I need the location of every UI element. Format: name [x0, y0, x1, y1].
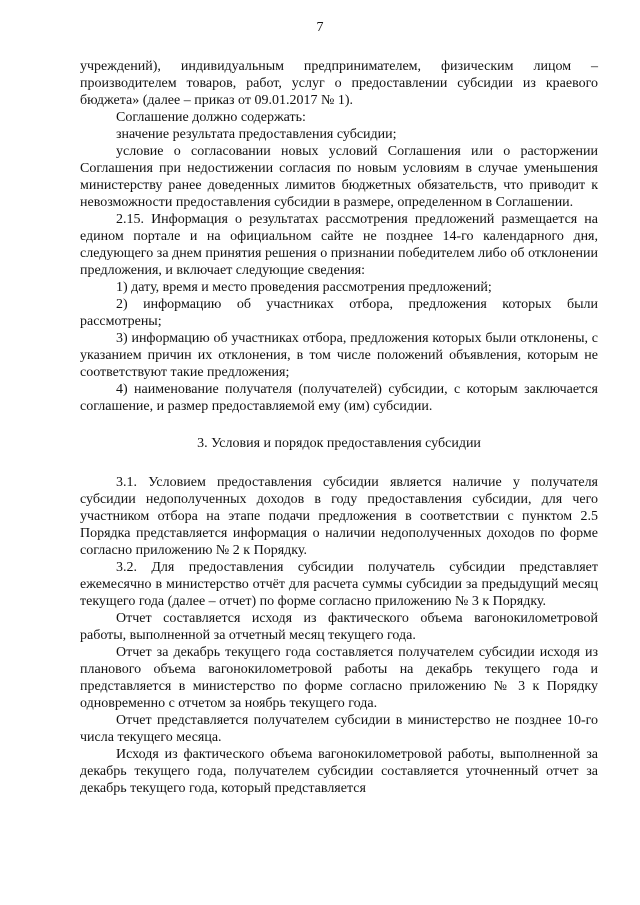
list-item: 3) информацию об участниках отбора, предложения которых были отклонены, с указанием причин их отклонения, в том числе положений объявления, которым не соответствуют такие предложения; [80, 331, 598, 380]
paragraph: Отчет составляется исходя из фактического объема вагонокилометровой работы, выполненной за отчетный месяц текущего года. [80, 611, 598, 643]
document-body [80, 58, 598, 797]
paragraph: Соглашение должно содержать: [116, 110, 306, 125]
paragraph: Исходя из фактического объема вагонокилометровой работы, выполненной за декабрь текущего года, получателем субсидии составляется уточненный отчет за декабрь текущего года, который представляется [80, 747, 598, 796]
list-item: 2) информацию об участниках отбора, предложения которых были рассмотрены; [80, 297, 598, 329]
list-item: 1) дату, время и место проведения рассмотрения предложений; [116, 280, 492, 295]
page-number: 7 [316, 20, 324, 35]
section-heading: 3. Условия и порядок предоставления субсидии [197, 436, 481, 451]
paragraph: Отчет за декабрь текущего года составляется получателем субсидии исходя из планового объема вагонокилометровой работы на декабрь текущего года и представляется в министерство по форме согласно приложению № 3 к Порядку одновременно с отчетом за ноябрь текущего года. [80, 645, 598, 711]
list-item: 4) наименование получателя (получателей) субсидии, с которым заключается соглашение, и размер предоставляемой ему (им) субсидии. [80, 382, 598, 414]
paragraph: учреждений), индивидуальным предпринимателем, физическим лицом – производителем товаров, работ, услуг о предоставлении субсидии из краевого бюджета» (далее – приказ от 09.01.2017 № 1). [80, 59, 598, 108]
paragraph: 3.1. Условием предоставления субсидии является наличие у получателя субсидии недополученных доходов в году предоставления субсидии, для чего участником отбора на этапе подачи предложения в соответствии с пунктом 2.5 Порядка представляется информация о наличии недополученных доходов по форме согласно приложению № 2 к Порядку. [80, 475, 598, 558]
paragraph: 2.15. Информация о результатах рассмотрения предложений размещается на едином портале и на официальном сайте не позднее 14-го календарного дня, следующего за днем принятия решения о признании победителем либо об отклонении предложения, и включает следующие сведения: [80, 212, 598, 278]
paragraph: условие о согласовании новых условий Соглашения или о расторжении Соглашения при недостижении согласия по новым условиям в случае уменьшения министерству ранее доведенных лимитов бюджетных обязательств, что приводит к невозможности предоставления субсидии в размере, определенном в Соглашении. [80, 144, 598, 210]
paragraph: значение результата предоставления субсидии; [116, 127, 397, 142]
paragraph: 3.2. Для предоставления субсидии получатель субсидии представляет ежемесячно в министерство отчёт для расчета суммы субсидии за предыдущий месяц текущего года (далее – отчет) по форме согласно приложению № 3 к Порядку. [80, 560, 598, 609]
paragraph: Отчет представляется получателем субсидии в министерство не позднее 10-го числа текущего месяца. [80, 713, 598, 745]
